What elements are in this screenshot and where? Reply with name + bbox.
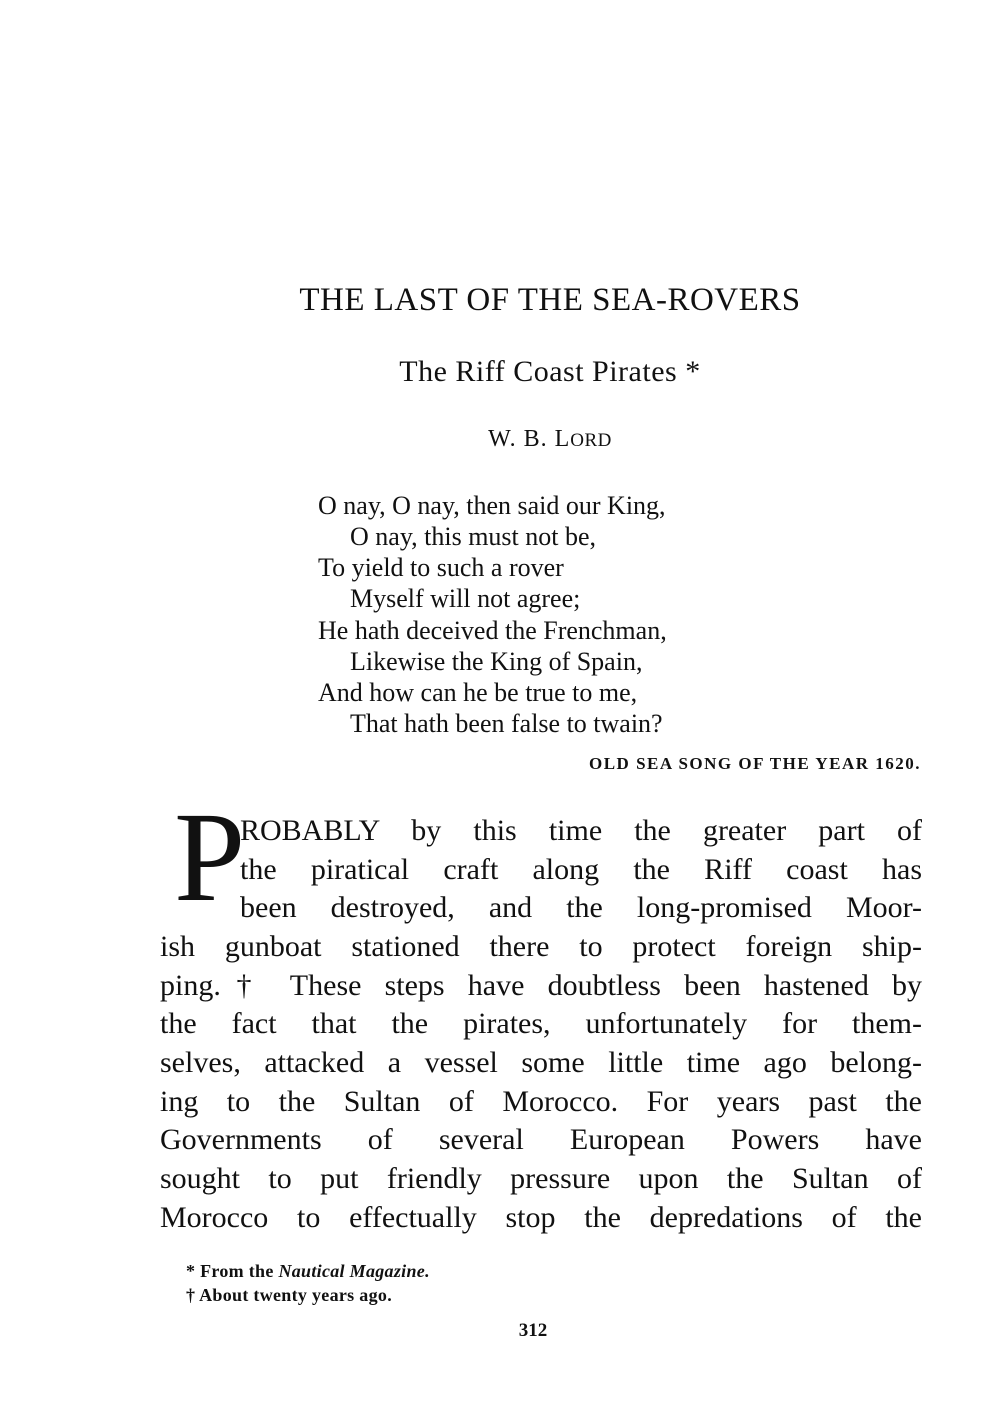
article-title: THE LAST OF THE SEA-ROVERS xyxy=(299,282,801,318)
page-number: 312 xyxy=(518,1320,548,1341)
epigraph-line: Likewise the King of Spain, xyxy=(350,647,643,676)
epigraph-line: He hath deceived the Frenchman, xyxy=(318,616,667,645)
body-line: ROBABLY by this time the greater part of xyxy=(240,814,922,847)
epigraph-line: O nay, this must not be, xyxy=(350,522,597,551)
body-line: sought to put friendly pressure upon the Sultan of xyxy=(160,1162,922,1195)
footnote-source xyxy=(186,1261,430,1282)
author-surname: ORD xyxy=(570,430,612,451)
article-subtitle: The Riff Coast Pirates * xyxy=(399,355,701,388)
body-line: ish gunboat stationed there to protect foreign ship- xyxy=(160,930,922,963)
body-line: Morocco to effectually stop the depredations of the xyxy=(160,1201,922,1234)
body-line: ing to the Sultan of Morocco. For years past the xyxy=(160,1085,922,1118)
epigraph-line: Myself will not agree; xyxy=(350,584,581,613)
epigraph-line: O nay, O nay, then said our King, xyxy=(318,491,666,520)
body-line: the piratical craft along the Riff coast has xyxy=(240,853,922,886)
body-line: Governments of several European Powers have xyxy=(160,1123,922,1156)
epigraph-attribution: OLD SEA SONG OF THE YEAR 1620. xyxy=(588,754,921,773)
footnote-source-title: Nautical Magazine. xyxy=(278,1261,430,1281)
footnote-date: † About twenty years ago. xyxy=(186,1285,392,1305)
body-line: been destroyed, and the long-promised Moor- xyxy=(240,891,922,924)
author-initials: W. B. L xyxy=(488,426,571,452)
epigraph-line: To yield to such a rover xyxy=(318,553,564,582)
body-line: selves, attacked a vessel some little time ago belong- xyxy=(160,1046,922,1079)
body-line: ping.† These steps have doubtless been hastened by xyxy=(160,969,922,1002)
body-line: the fact that the pirates, unfortunately for them- xyxy=(160,1007,922,1040)
epigraph-line: And how can he be true to me, xyxy=(318,678,638,707)
footnote-source-prefix: * From the xyxy=(186,1261,279,1281)
drop-cap: P xyxy=(174,786,246,928)
author-byline xyxy=(0,426,1000,453)
epigraph-line: That hath been false to twain? xyxy=(350,709,663,738)
